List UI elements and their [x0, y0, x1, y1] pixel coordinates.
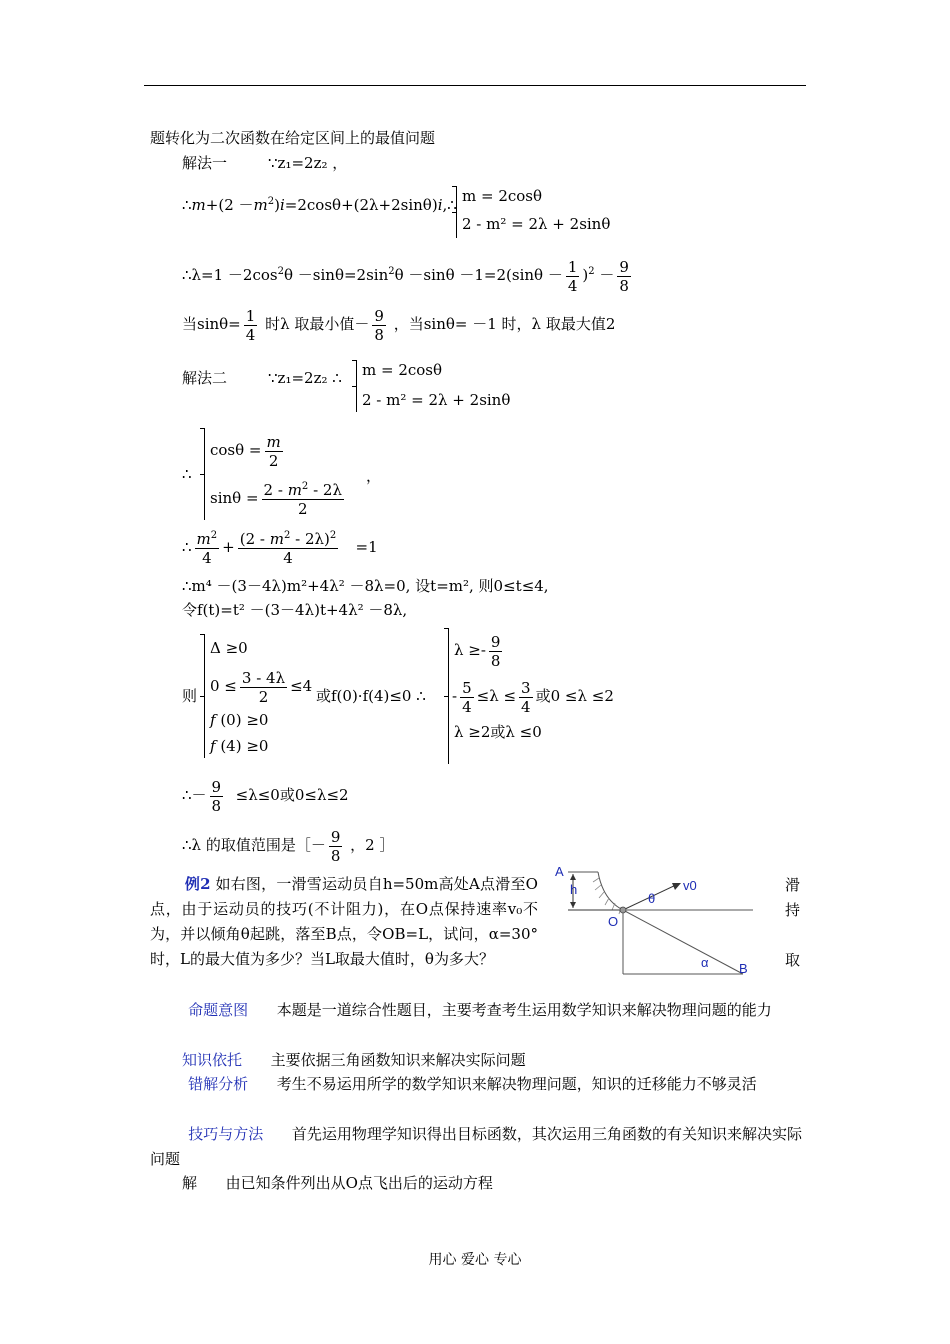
sol1-expansion: ∴m+(2 $-m^2)i=2\cos\theta+(2\lambda+2\sin\theta)i,\therefore$: [182, 196, 457, 214]
lambda-expression: ∴λ=1 $-2\cos^2\theta -\sin\theta=2\sin^2\theta -\sin\theta -1=2(\sin\theta$ － $\frac{1}{4}$ )$^2$ － $\frac{9}{8}$: [182, 257, 629, 295]
sol2-condition: ∵z₁=2z₂ ∴: [268, 369, 342, 387]
section-error: 错解分析 考生不易运用所学的数学知识来解决物理问题，知识的迁移能力不够灵活: [188, 1075, 757, 1093]
fig-label-h: h: [570, 882, 578, 897]
fig-label-o: O: [608, 914, 619, 929]
sys2-eq-a: m = 2cosθ: [362, 361, 443, 379]
res-3: λ ≥2或λ ≤0: [454, 723, 542, 741]
intro-line: 题转化为二次函数在给定区间上的最值问题: [150, 129, 436, 147]
header-rule: [144, 85, 806, 86]
fig-label-alpha: α: [701, 955, 709, 970]
sys3-eq-a: cosθ = $\frac{m}{2}$: [210, 432, 281, 470]
sys2-eq-b: 2 - m² = 2λ + 2sinθ: [362, 391, 511, 409]
final-range-line: ∴λ 的取值范围是［－ $\frac{9}{8}$ ，2 ］: [182, 827, 395, 865]
example-right-1: 滑: [785, 876, 801, 894]
solution-line: 解 由已知条件列出从O点飞出后的运动方程: [182, 1174, 493, 1192]
then-text: 则: [182, 687, 198, 705]
example-right-2: 持: [785, 901, 801, 919]
sol2-heading: 解法二: [182, 369, 228, 387]
fig-label-b: B: [739, 961, 748, 976]
sys1-brace: [456, 186, 457, 238]
cond-f4: f (4) ≥0: [210, 737, 269, 755]
m4-line: ∴m⁴ －(3－4λ)m²+4λ² －8λ=0, 设t=m², 则0≤t≤4,: [182, 577, 549, 595]
sol1-condition: ∵z₁=2z₂ ，: [268, 154, 348, 172]
range-line: ∴－ $\frac{9}{8}$ ≤λ≤0或0≤λ≤2: [182, 777, 349, 815]
f-def-line: 令f(t)=t² －(3－4λ)t+4λ² －8λ,: [182, 601, 408, 619]
section-error-label: 错解分析: [188, 1075, 249, 1093]
section-method: 技巧与方法 首先运用物理学知识得出目标函数，其次运用三角函数的有关知识来解决实际问题: [150, 1125, 802, 1168]
cond-f0: f (0) ≥0: [210, 711, 269, 729]
sys1-eq-a: m = 2cosθ: [462, 187, 543, 205]
sys5-brace: [448, 628, 449, 764]
section-intent: 命题意图 本题是一道综合性题目，主要考查考生运用数学知识来解决物理问题的能力: [188, 1001, 772, 1019]
res-1: λ ≥- $\frac{9}{8}$: [454, 632, 501, 670]
fig-label-a: A: [555, 864, 564, 879]
ski-jump-figure: [548, 860, 778, 980]
sys4-brace: [204, 634, 205, 758]
example-right-3: 取: [785, 951, 801, 969]
sol1-heading: 解法一: [182, 154, 228, 172]
example-label: 例2: [184, 875, 211, 893]
sys3-brace: [204, 428, 205, 520]
fig-label-v0: v0: [683, 878, 697, 893]
sys1-eq-b: 2 - m² = 2λ + 2sinθ: [462, 215, 611, 233]
or-text: 或f(0)·f(4)≤0 ∴: [316, 687, 426, 705]
section-knowledge: 知识依托 主要依据三角函数知识来解决实际问题: [182, 1051, 526, 1069]
sys2-brace: [356, 360, 357, 412]
sys3-eq-b: sinθ = $\frac{2 - m^2 - 2\lambda}{2}$: [210, 480, 342, 518]
section-knowledge-label: 知识依托: [182, 1051, 243, 1069]
cond-range: 0 ≤ $\frac{3 - 4\lambda}{2}$ ≤4: [210, 668, 313, 706]
section-method-label: 技巧与方法: [188, 1125, 264, 1143]
extreme-line: 当sinθ= $\frac{1}{4}$ 时λ 取最小值－ $\frac{9}{8}$ ，当sinθ= －1 时，λ 取最大值2: [182, 306, 616, 344]
section-intent-label: 命题意图: [188, 1001, 249, 1019]
fig-label-theta: θ: [648, 891, 656, 906]
square-sum-eq: ∴ $\frac{m^2}{4}$ + $\frac{(2 - m^2 - 2\lambda)^2}{4}$ =1: [182, 529, 378, 567]
cond-delta: Δ ≥0: [210, 639, 248, 657]
res-2: - $\frac{5}{4}$ ≤λ ≤ $\frac{3}{4}$ 或0 ≤λ ≤2: [452, 678, 614, 716]
example-paragraph: 例2 如右图，一滑雪运动员自h=50m高处A点滑至O点，由于运动员的技巧(不计阻力)，在O点保持速率v₀不为，并以倾角θ起跳，落至B点，令OB=L，试问，α=30°时，L的最大值为多少？当L取最大值时，θ为多大？: [150, 875, 538, 968]
page-footer: 用心 爱心 专心: [428, 1252, 522, 1268]
comma-sym: ，: [366, 467, 382, 485]
therefore-sym: ∴: [182, 465, 192, 483]
